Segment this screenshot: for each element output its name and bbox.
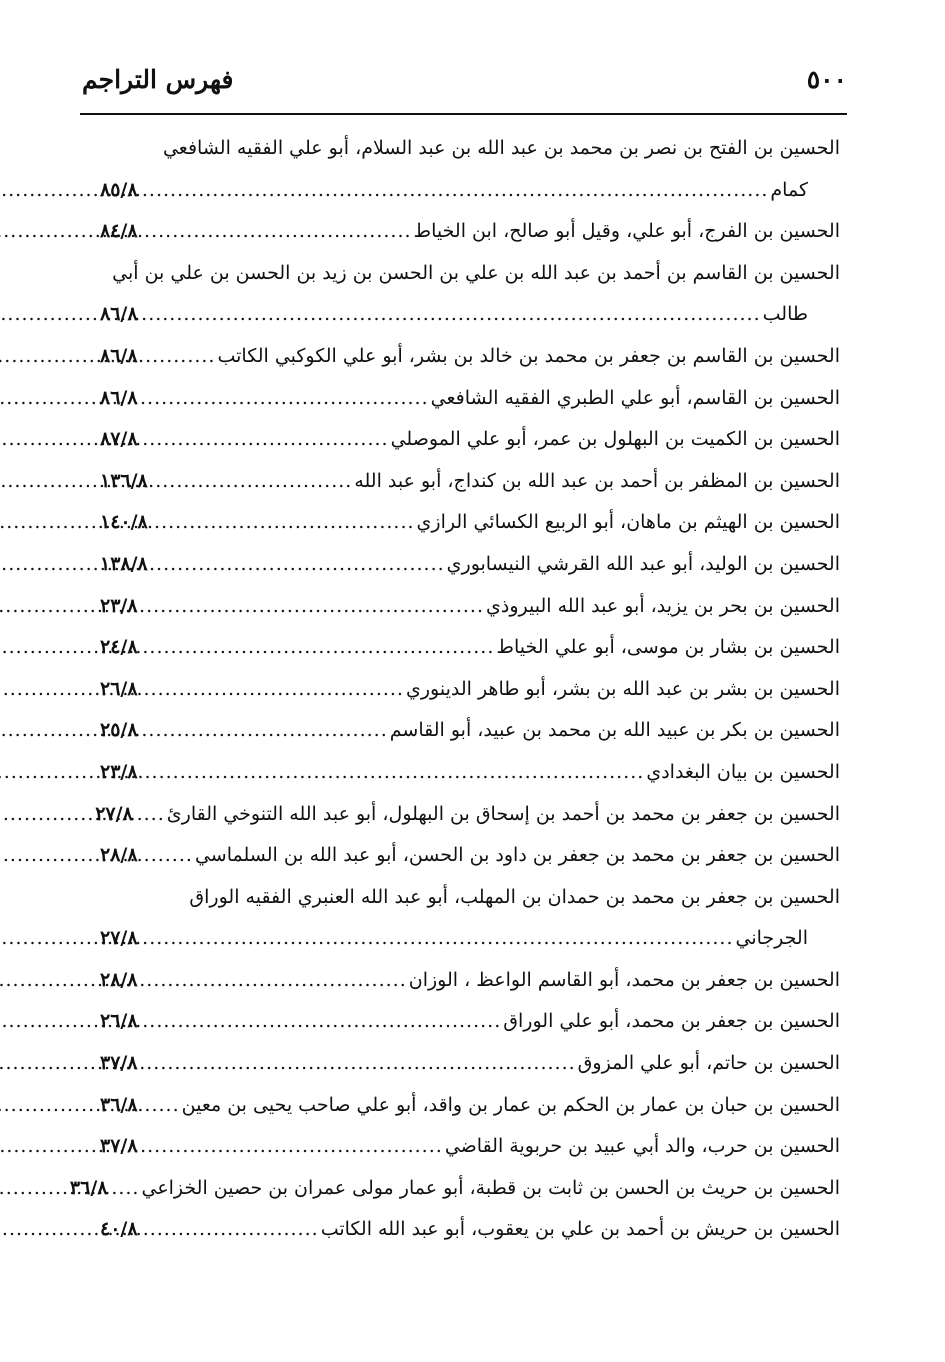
- page-header: [82, 54, 847, 104]
- entry-name: الحسين بن بكر بن عبيد الله بن محمد بن عبيد، أبو القاسم: [389, 719, 840, 742]
- index-entry: [100, 1085, 840, 1127]
- entry-reference: ٨٦/٨: [100, 303, 138, 326]
- entry-name: الحسين بن بيان البغدادي: [646, 760, 840, 783]
- dot-leader: [140, 1085, 180, 1127]
- dot-leader: [140, 378, 429, 420]
- entry-line: [100, 336, 840, 378]
- entry-name: الجرجاني: [735, 927, 808, 950]
- dot-leader: [140, 1001, 502, 1043]
- dot-leader: [140, 336, 216, 378]
- entry-line: [69, 1168, 840, 1210]
- entry-reference: ١٤٠/٨: [100, 511, 148, 534]
- index-entry: [100, 544, 840, 586]
- dot-leader: [140, 170, 769, 212]
- index-entry: [100, 502, 840, 544]
- entry-reference: ٨٦/٨: [100, 386, 138, 409]
- dot-leader: [140, 918, 734, 960]
- page-number: ٥٠٠: [806, 64, 847, 94]
- entry-reference: ٢٦/٨: [100, 677, 138, 700]
- index-entry: [100, 461, 840, 503]
- entry-name: الحسين بن جعفر بن محمد بن جعفر بن داود بن الحسن، أبو عبد الله بن السلماسي: [194, 844, 840, 867]
- dot-leader: [150, 461, 353, 503]
- biography-index-list: [69, 128, 840, 1251]
- dot-leader: [140, 669, 404, 711]
- entry-name: الحسين بن جعفر بن محمد بن حمدان بن المهلب، أبو عبد الله العنبري الفقيه الوراق: [189, 885, 840, 908]
- entry-line: [100, 627, 840, 669]
- index-entry: [69, 1168, 840, 1210]
- index-entry: [100, 1209, 840, 1251]
- entry-name: الحسين بن بشار بن موسى، أبو علي الخياط: [496, 636, 840, 659]
- entry-name: الحسين بن حرب، والد أبي عبيد بن حربوية القاضي: [444, 1135, 840, 1158]
- index-entry: [100, 877, 840, 960]
- entry-name: الحسين بن حبان بن عمار بن الحكم بن عمار بن واقد، أبو علي صاحب يحيى بن معين: [181, 1093, 840, 1116]
- entry-line: [100, 378, 840, 420]
- entry-line: [100, 1085, 840, 1127]
- entry-line: [100, 835, 840, 877]
- dot-leader: [140, 211, 412, 253]
- entry-name: الحسين بن حاتم، أبو علي المزوق: [577, 1052, 840, 1075]
- entry-name: الحسين بن الكميت بن البهلول بن عمر، أبو علي الموصلي: [390, 428, 840, 451]
- entry-line: [100, 253, 840, 295]
- entry-reference: ٣٧/٨: [100, 1052, 138, 1075]
- entry-name: الحسين بن جعفر بن محمد بن أحمد بن إسحاق بن البهلول، أبو عبد الله التنوخي القارئ: [166, 802, 840, 825]
- dot-leader: [140, 1043, 576, 1085]
- index-entry: [100, 1043, 840, 1085]
- entry-continuation-line: [100, 918, 840, 960]
- entry-line: [100, 461, 840, 503]
- entry-name: الحسين بن حريش بن أحمد بن علي بن يعقوب، أبو عبد الله الكاتب: [320, 1218, 840, 1241]
- dot-leader: [150, 544, 445, 586]
- entry-line: [100, 128, 840, 170]
- index-entry: [100, 710, 840, 752]
- entry-reference: ٢٤/٨: [100, 636, 138, 659]
- dot-leader: [140, 419, 389, 461]
- entry-name: الحسين بن القاسم بن جعفر بن محمد بن خالد بن بشر، أبو علي الكوكبي الكاتب: [217, 344, 840, 367]
- entry-name: الحسين بن حريث بن الحسن بن ثابت بن قطبة، أبو عمار مولى عمران بن حصين الخزاعي: [141, 1176, 840, 1199]
- entry-name: كمام: [770, 178, 808, 201]
- dot-leader: [109, 1168, 139, 1210]
- entry-reference: ٢٦/٨: [100, 1010, 138, 1033]
- entry-name: الحسين بن جعفر بن محمد، أبو القاسم الواعظ ، الوزان: [408, 968, 840, 991]
- entry-reference: ٢٧/٨: [100, 927, 138, 950]
- entry-name: الحسين بن الوليد، أبو عبد الله القرشي النيسابوري: [446, 552, 840, 575]
- entry-name: الحسين بن الهيثم بن ماهان، أبو الربيع الكسائي الرازي: [416, 511, 840, 534]
- index-entry: [100, 253, 840, 336]
- entry-name: الحسين بن بحر بن يزيد، أبو عبد الله البيروذي: [486, 594, 840, 617]
- entry-name: الحسين بن القاسم، أبو علي الطبري الفقيه الشافعي: [430, 386, 840, 409]
- index-entry: [100, 960, 840, 1002]
- index-entry: [95, 794, 840, 836]
- dot-leader: [140, 586, 484, 628]
- entry-reference: ٤٠/٨: [100, 1218, 138, 1241]
- entry-reference: ٨٧/٨: [100, 428, 138, 451]
- entry-line: [100, 752, 840, 794]
- entry-line: [100, 211, 840, 253]
- entry-reference: ٢٧/٨: [95, 802, 133, 825]
- entry-line: [100, 877, 840, 919]
- entry-continuation-line: [100, 170, 840, 212]
- entry-reference: ٣٦/٨: [100, 1093, 138, 1116]
- entry-line: [100, 586, 840, 628]
- entry-reference: ٨٤/٨: [100, 220, 138, 243]
- index-entry: [100, 835, 840, 877]
- index-entry: [100, 378, 840, 420]
- index-entry: [100, 752, 840, 794]
- entry-line: [100, 1126, 840, 1168]
- entry-reference: ١٣٨/٨: [100, 552, 148, 575]
- dot-leader: [140, 835, 193, 877]
- dot-leader: [140, 1209, 319, 1251]
- entry-reference: ٢٥/٨: [100, 719, 138, 742]
- entry-reference: ٢٨/٨: [100, 844, 138, 867]
- entry-line: [100, 1001, 840, 1043]
- index-entry: [100, 128, 840, 211]
- index-entry: [100, 1001, 840, 1043]
- dot-leader: [140, 752, 645, 794]
- entry-reference: ١٣٦/٨: [100, 469, 148, 492]
- entry-line: [100, 544, 840, 586]
- entry-reference: ٨٦/٨: [100, 344, 138, 367]
- entry-name: الحسين بن القاسم بن أحمد بن عبد الله بن علي بن الحسن بن زيد بن الحسن بن علي بن أبي: [112, 261, 840, 284]
- entry-line: [100, 960, 840, 1002]
- dot-leader: [140, 960, 407, 1002]
- entry-name: الحسين بن الفتح بن نصر بن محمد بن عبد الله بن عبد السلام، أبو علي الفقيه الشافعي: [162, 137, 840, 159]
- entry-reference: ٨٥/٨: [100, 178, 138, 201]
- index-entry: [100, 586, 840, 628]
- entry-line: [100, 419, 840, 461]
- dot-leader: [140, 294, 761, 336]
- dot-leader: [140, 627, 495, 669]
- entry-name: الحسين بن بشر بن عبد الله بن بشر، أبو طاهر الدينوري: [405, 677, 840, 700]
- index-entry: [100, 627, 840, 669]
- entry-line: [100, 1209, 840, 1251]
- running-title: فهرس التراجم: [82, 64, 234, 94]
- entry-line: [100, 669, 840, 711]
- entry-name: الحسين بن الفرج، أبو علي، وقيل أبو صالح، ابن الخياط: [413, 220, 840, 243]
- entry-line: [95, 794, 840, 836]
- index-entry: [100, 336, 840, 378]
- entry-line: [100, 1043, 840, 1085]
- index-entry: [100, 669, 840, 711]
- dot-leader: [135, 794, 165, 836]
- index-entry: [100, 419, 840, 461]
- entry-reference: ٣٦/٨: [69, 1176, 108, 1199]
- dot-leader: [140, 710, 388, 752]
- entry-reference: ٢٨/٨: [100, 968, 138, 991]
- dot-leader: [150, 502, 415, 544]
- entry-name: الحسين بن المظفر بن أحمد بن عبد الله بن كنداج، أبو عبد الله: [354, 469, 840, 492]
- entry-reference: ٢٣/٨: [100, 760, 138, 783]
- index-entry: [100, 1126, 840, 1168]
- entry-line: [100, 710, 840, 752]
- entry-reference: ٢٣/٨: [100, 594, 138, 617]
- index-entry: [100, 211, 840, 253]
- entry-name: طالب: [762, 303, 808, 326]
- entry-name: الحسين بن جعفر بن محمد، أبو علي الوراق: [503, 1010, 840, 1033]
- entry-line: [100, 502, 840, 544]
- header-rule: [80, 113, 847, 115]
- entry-continuation-line: [100, 294, 840, 336]
- entry-reference: ٣٧/٨: [100, 1135, 138, 1158]
- dot-leader: [140, 1126, 443, 1168]
